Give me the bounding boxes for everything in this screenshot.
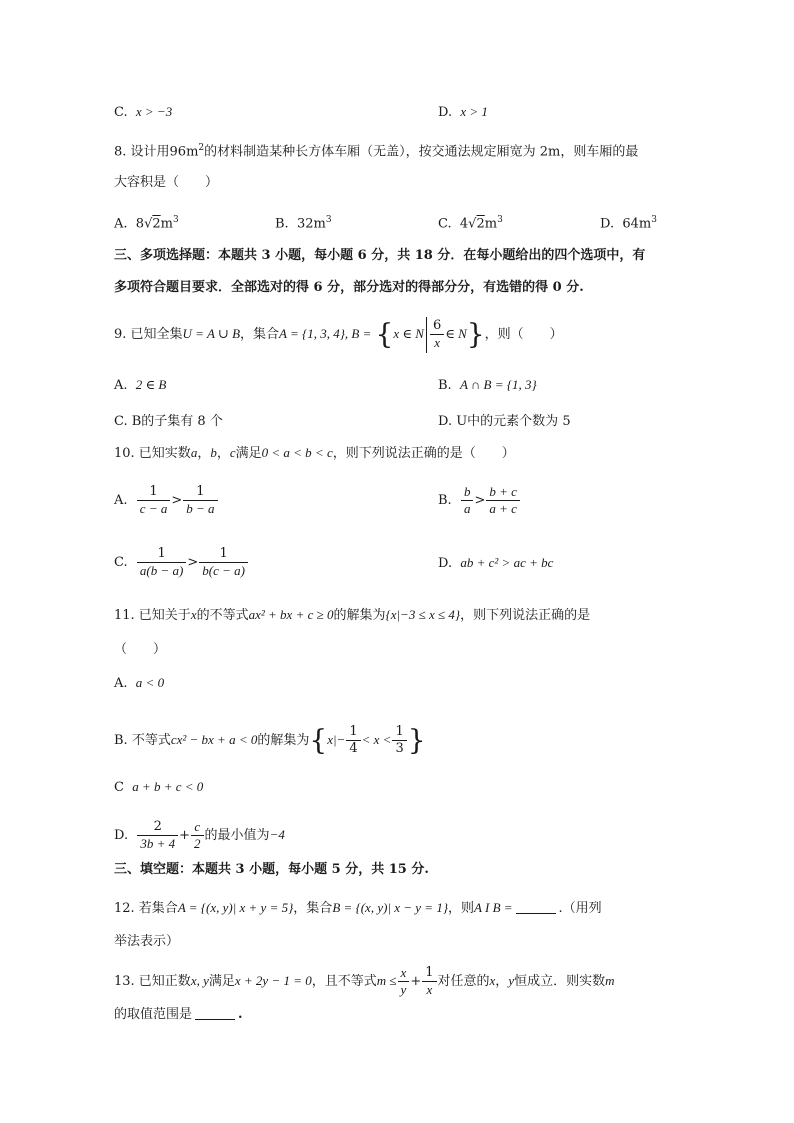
- q7-option-c: C. x > −3: [114, 104, 173, 120]
- q9-option-d: D. U中的元素个数为 5: [438, 414, 571, 429]
- q10-option-c: C. $\frac{1}{a(b - a)}$ > $\frac{1}{b(c - a)}$: [114, 541, 249, 585]
- q10-option-d: D. ab + c² > ac + bc: [438, 555, 554, 571]
- q13-answer-blank[interactable]: [195, 1019, 235, 1020]
- q11-option-b: B. 不等式cx² − bx + a < 0的解集为{x|− $\frac{1}{4}$ < x < $\frac{1}{3}$ }: [114, 723, 426, 757]
- q12-answer-blank[interactable]: [516, 913, 556, 914]
- q7-option-d: D. x > 1: [438, 104, 488, 120]
- q8-option-c: C. $4√2m^3$: [438, 215, 503, 232]
- q11-option-d: D. $\frac{2}{3b + 4}$ + $\frac{c}{2}$ 的最小值为−4: [114, 819, 285, 851]
- q11-option-a: A. a < 0: [114, 675, 165, 691]
- q10-option-b: B. $\frac{b}{a}$ > $\frac{b + c}{a + c}$: [438, 481, 521, 521]
- q11-option-c: C a + b + c < 0: [114, 779, 204, 795]
- section3-heading-line2: 多项符合题目要求．全部选对的得 6 分，部分选对的得部分分，有选错的得 0 分.: [114, 280, 584, 295]
- q9-stem: 9. 已知全集U = A ∪ B，集合A = {1, 3, 4}, B = {x ∈ N $\frac{6}{x}$ ∈ N}，则（ ）: [114, 317, 563, 351]
- q8-option-b: B. $32m^3$: [275, 215, 332, 232]
- q11-stem-line1: 11. 已知关于x的不等式ax² + bx + c ≥ 0的解集为{x|−3 ≤ x ≤ 4}，则下列说法正确的是: [114, 607, 591, 623]
- q9-option-c: C. B的子集有 8 个: [114, 414, 223, 429]
- q13-stem-line1: 13. 已知正数x, y满足x + 2y − 1 = 0，且不等式m ≤ $\frac{x}{y}$ + $\frac{1}{x}$ 对任意的x，y恒成立．则实数m: [114, 965, 615, 997]
- q8-stem-line2: 大容积是（ ）: [114, 175, 219, 190]
- q9-option-a: A. 2 ∈ B: [114, 377, 167, 393]
- section3-heading-line1: 三、多项选择题：本题共 3 小题，每小题 6 分，共 18 分．在每小题给出的四个选项中，有: [114, 248, 646, 263]
- q10-option-a: A. $\frac{1}{c - a}$ > $\frac{1}{b - a}$: [114, 481, 219, 521]
- q9-option-b: B. A ∩ B = {1, 3}: [438, 377, 537, 393]
- q8-option-a: A. $8√2m^3$: [114, 215, 179, 232]
- q11-stem-line2: （ ）: [114, 642, 167, 657]
- q13-stem-line2: 的取值范围是 .: [114, 1007, 243, 1022]
- q8-option-d: D. $64m^3$: [600, 215, 657, 232]
- q12-stem-line2: 举法表示）: [114, 934, 180, 949]
- q12-stem-line1: 12. 若集合A = {(x, y)| x + y = 5}，集合B = {(x, y)| x − y = 1}，则A I B = .（用列: [114, 900, 602, 916]
- section4-heading: 三、填空题：本题共 3 小题，每小题 5 分，共 15 分.: [114, 862, 429, 877]
- q8-stem-line1: 8. 设计用$96m^2$的材料制造某种长方体车厢（无盖），按交通法规定厢宽为 2m，则车厢的最: [114, 143, 639, 160]
- q10-stem: 10. 已知实数a，b，c满足0 < a < b < c，则下列说法正确的是（ ）: [114, 445, 515, 461]
